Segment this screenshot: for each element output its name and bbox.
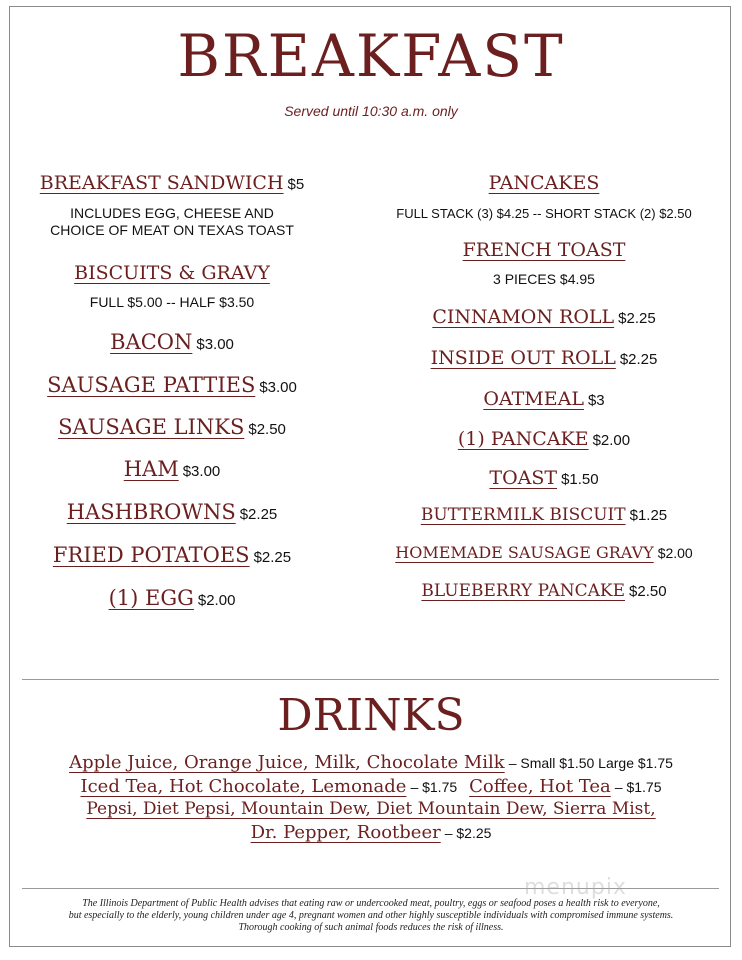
item-price: $5 — [287, 176, 305, 193]
item-name: HOMEMADE SAUSAGE GRAVY — [395, 543, 654, 562]
item-description: FULL STACK (3) $4.25 -- SHORT STACK (2) $2.50 — [396, 206, 692, 221]
advisory-line: Thorough cooking of such animal foods reduces the risk of illness. — [238, 922, 504, 933]
menu-item — [374, 388, 714, 410]
menu-item — [2, 415, 342, 439]
section-divider — [22, 679, 719, 680]
drinks-title: DRINKS — [277, 690, 465, 741]
item-name: SAUSAGE PATTIES — [47, 373, 256, 397]
item-name: CINNAMON ROLL — [432, 306, 615, 328]
menu-item — [374, 428, 714, 450]
item-name: BREAKFAST SANDWICH — [39, 172, 284, 194]
item-price: $1.50 — [561, 471, 599, 488]
item-name: (1) PANCAKE — [457, 428, 589, 450]
item-name: TOAST — [489, 467, 558, 489]
menu-item — [2, 172, 342, 194]
item-price: $2.00 — [592, 432, 631, 449]
item-price: $2.50 — [248, 421, 286, 438]
watermark: menupix — [524, 875, 627, 900]
menu-item — [374, 543, 714, 563]
item-price: $2.25 — [619, 351, 658, 368]
item-name: BLUEBERRY PANCAKE — [421, 581, 626, 601]
menu-item — [2, 262, 342, 284]
item-description: INCLUDES EGG, CHEESE AND — [70, 205, 274, 221]
menu-item — [374, 172, 714, 194]
item-price: $2.25 — [253, 549, 292, 566]
item-price: $2.50 — [629, 583, 667, 600]
item-name: SAUSAGE LINKS — [58, 415, 245, 439]
menu-title: BREAKFAST — [177, 22, 565, 90]
drinks-line — [0, 822, 742, 843]
item-name: PANCAKES — [488, 172, 600, 194]
item-price: $2.25 — [618, 310, 656, 327]
menu-item — [374, 505, 714, 525]
item-name: (1) EGG — [108, 586, 194, 610]
item-name: OATMEAL — [483, 388, 584, 410]
menu-item — [2, 500, 342, 524]
drink-price: – $1.75 — [410, 779, 458, 795]
menu-item — [374, 581, 714, 601]
drinks-line — [0, 799, 742, 819]
advisory-line: The Illinois Department of Public Health advises that eating raw or undercooked meat, poultry, eggs or seafood poses a health risk to everyone, — [82, 898, 660, 909]
health-advisory — [30, 898, 712, 934]
item-description: 3 PIECES $4.95 — [493, 271, 595, 287]
drink-names: Apple Juice, Orange Juice, Milk, Chocolate Milk — [69, 752, 505, 773]
menu-item — [2, 586, 342, 610]
item-name: INSIDE OUT ROLL — [430, 347, 616, 369]
item-name: FRENCH TOAST — [462, 239, 626, 261]
item-name: BUTTERMILK BISCUIT — [420, 505, 626, 525]
item-name: BACON — [110, 330, 193, 354]
drink-price: – Small $1.50 Large $1.75 — [508, 755, 673, 771]
item-price: $3 — [587, 392, 605, 409]
menu-item — [374, 467, 714, 489]
drink-names: Iced Tea, Hot Chocolate, Lemonade — [80, 776, 407, 797]
drink-names: Pepsi, Diet Pepsi, Mountain Dew, Diet Mountain Dew, Sierra Mist, — [86, 799, 656, 819]
advisory-line: but especially to the elderly, young children under age 4, pregnant women and other highly susceptible individuals with compromised immune systems. — [68, 910, 674, 921]
drink-names: Dr. Pepper, Rootbeer — [250, 822, 441, 843]
item-price: $2.00 — [197, 592, 236, 609]
menu-item — [2, 373, 342, 397]
item-description: CHOICE OF MEAT ON TEXAS TOAST — [50, 222, 294, 238]
menu-item — [2, 330, 342, 354]
item-name: FRIED POTATOES — [52, 543, 250, 567]
menu-item — [2, 457, 342, 481]
drink-names: Coffee, Hot Tea — [469, 776, 611, 797]
item-name: BISCUITS & GRAVY — [74, 262, 270, 284]
drinks-line — [0, 752, 742, 773]
menu-item — [2, 543, 342, 567]
item-name: HASHBROWNS — [66, 500, 236, 524]
menu-item — [374, 347, 714, 369]
item-description: FULL $5.00 -- HALF $3.50 — [89, 294, 255, 310]
drink-price: – $1.75 — [614, 779, 662, 795]
drink-price: – $2.25 — [444, 825, 492, 841]
item-price: $3.00 — [259, 379, 297, 396]
item-price: $1.25 — [629, 507, 668, 524]
menu-item — [374, 306, 714, 328]
item-price: $2.00 — [657, 545, 693, 561]
menu-subtitle: Served until 10:30 a.m. only — [284, 103, 458, 119]
item-price: $3.00 — [196, 336, 234, 353]
item-name: HAM — [123, 457, 179, 481]
drinks-line — [0, 776, 742, 797]
item-price: $2.25 — [239, 506, 278, 523]
item-price: $3.00 — [182, 463, 221, 480]
menu-item — [374, 239, 714, 261]
